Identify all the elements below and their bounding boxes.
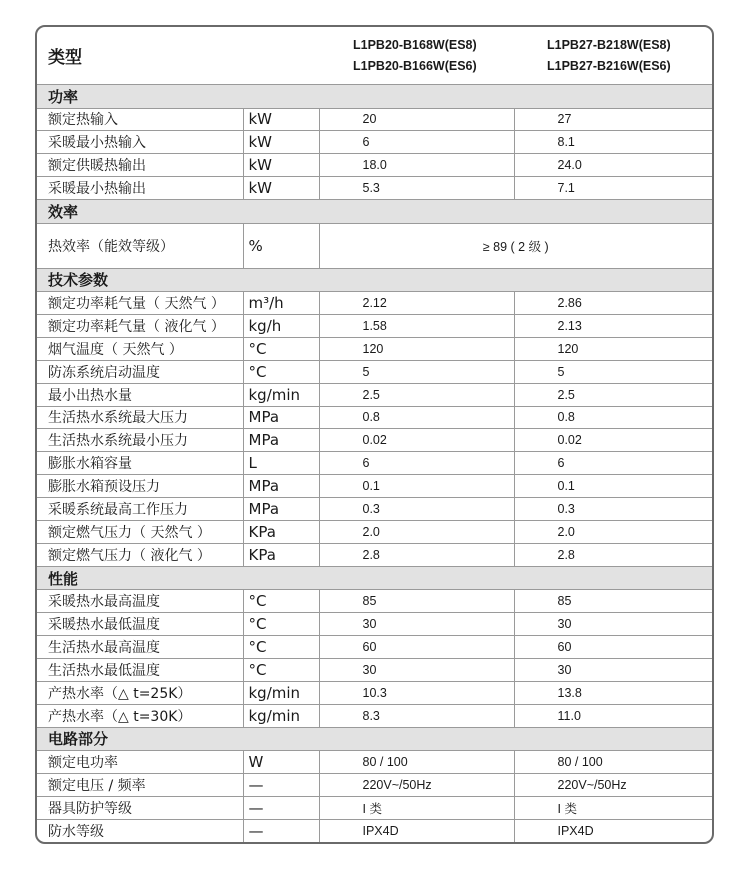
model-b-line-1: L1PB27-B218W(ES8) (547, 37, 671, 52)
param-name: 生活热水系统最小压力 (37, 429, 243, 452)
param-name: 采暖最小热输入 (37, 131, 243, 154)
param-unit: — (243, 773, 319, 796)
param-unit: kW (243, 177, 319, 200)
value-model-a: 10.3 (319, 681, 514, 704)
param-name: 采暖热水最高温度 (37, 590, 243, 613)
section-header (37, 566, 712, 590)
param-unit: — (243, 819, 319, 841)
value-model-a: 8.3 (319, 704, 514, 727)
value-model-a: 80 / 100 (319, 751, 514, 774)
value-model-a: 5 (319, 360, 514, 383)
value-model-b: 80 / 100 (514, 751, 712, 774)
param-unit: °C (243, 590, 319, 613)
value-model-a: 5.3 (319, 177, 514, 200)
value-model-a: 60 (319, 636, 514, 659)
param-name: 采暖系统最高工作压力 (37, 498, 243, 521)
value-model-b: 24.0 (514, 154, 712, 177)
table-row (37, 131, 712, 154)
param-name: 生活热水最高温度 (37, 636, 243, 659)
spec-table-frame (35, 25, 714, 844)
value-model-b: 0.1 (514, 475, 712, 498)
table-row (37, 520, 712, 543)
value-model-b: 2.5 (514, 383, 712, 406)
value-model-a: 30 (319, 658, 514, 681)
table-row (37, 154, 712, 177)
value-model-b: 27 (514, 108, 712, 131)
value-model-b: 2.13 (514, 314, 712, 337)
value-model-b: 120 (514, 337, 712, 360)
table-row (37, 704, 712, 727)
param-unit: kW (243, 154, 319, 177)
param-name: 膨胀水箱预设压力 (37, 475, 243, 498)
param-name: 额定燃气压力（ 液化气 ） (37, 543, 243, 566)
model-b-line-2: L1PB27-B216W(ES6) (547, 58, 671, 73)
value-model-a: 0.02 (319, 429, 514, 452)
value-model-a: I 类 (319, 796, 514, 819)
type-title: 类型 (37, 27, 319, 85)
value-model-b: 8.1 (514, 131, 712, 154)
spec-table (37, 27, 712, 842)
param-unit: % (243, 223, 319, 268)
section-title: 效率 (37, 200, 712, 224)
value-model-b: 2.8 (514, 543, 712, 566)
table-row (37, 406, 712, 429)
table-row (37, 314, 712, 337)
value-model-b: 0.8 (514, 406, 712, 429)
param-name: 热效率（能效等级） (37, 223, 243, 268)
value-model-b: I 类 (514, 796, 712, 819)
param-name: 额定功率耗气量（ 天然气 ） (37, 292, 243, 315)
value-model-a: 0.8 (319, 406, 514, 429)
table-row (37, 177, 712, 200)
section-title: 功率 (37, 85, 712, 109)
table-row (37, 773, 712, 796)
value-model-a: 85 (319, 590, 514, 613)
value-model-b: 30 (514, 658, 712, 681)
value-model-b: 0.3 (514, 498, 712, 521)
value-model-b: 220V~/50Hz (514, 773, 712, 796)
table-row (37, 223, 712, 268)
param-unit: W (243, 751, 319, 774)
value-model-a: 2.8 (319, 543, 514, 566)
value-model-a: 1.58 (319, 314, 514, 337)
table-row (37, 751, 712, 774)
model-b-header (514, 27, 712, 85)
table-row (37, 636, 712, 659)
param-unit: m³/h (243, 292, 319, 315)
param-unit: °C (243, 613, 319, 636)
value-model-b: 85 (514, 590, 712, 613)
param-name: 烟气温度（ 天然气 ） (37, 337, 243, 360)
param-unit: MPa (243, 498, 319, 521)
param-name: 额定热输入 (37, 108, 243, 131)
param-name: 产热水率（△ t=30K） (37, 704, 243, 727)
table-row (37, 108, 712, 131)
value-model-b: 30 (514, 613, 712, 636)
param-unit: — (243, 796, 319, 819)
value-model-b: 2.86 (514, 292, 712, 315)
param-unit: kW (243, 108, 319, 131)
param-unit: °C (243, 360, 319, 383)
param-unit: MPa (243, 475, 319, 498)
value-model-b: IPX4D (557, 823, 594, 838)
table-row (37, 360, 712, 383)
table-row (37, 796, 712, 819)
param-name: 产热水率（△ t=25K） (37, 681, 243, 704)
table-row (37, 590, 712, 613)
param-unit: L (243, 452, 319, 475)
param-name: 生活热水系统最大压力 (37, 406, 243, 429)
param-name: 额定燃气压力（ 天然气 ） (37, 520, 243, 543)
param-unit: KPa (243, 543, 319, 566)
value-model-b: 60 (514, 636, 712, 659)
model-a-line-2: L1PB20-B166W(ES6) (353, 58, 477, 73)
section-title: 技术参数 (37, 268, 712, 292)
value-model-b: 0.02 (514, 429, 712, 452)
value-model-a: 0.3 (319, 498, 514, 521)
param-name: 防水等级 (37, 819, 243, 841)
param-name: 额定电功率 (37, 751, 243, 774)
value-model-b: 2.0 (514, 520, 712, 543)
param-unit: kg/h (243, 314, 319, 337)
value-model-a: 18.0 (319, 154, 514, 177)
value-model-a: 2.5 (319, 383, 514, 406)
param-unit: kg/min (243, 383, 319, 406)
param-unit: °C (243, 337, 319, 360)
section-header (37, 200, 712, 224)
value-model-a: 6 (319, 131, 514, 154)
value-model-b: 5 (514, 360, 712, 383)
param-unit: KPa (243, 520, 319, 543)
value-model-a: IPX4D (319, 819, 514, 841)
model-a-line-1: L1PB20-B168W(ES8) (353, 37, 477, 52)
value-model-b: 6 (514, 452, 712, 475)
value-model-a: 120 (319, 337, 514, 360)
section-title: 性能 (37, 566, 712, 590)
table-row (37, 452, 712, 475)
param-unit: °C (243, 658, 319, 681)
table-row (37, 613, 712, 636)
param-name: 生活热水最低温度 (37, 658, 243, 681)
table-row (37, 658, 712, 681)
param-unit: °C (243, 636, 319, 659)
section-header (37, 85, 712, 109)
param-name: 防冻系统启动温度 (37, 360, 243, 383)
table-row (37, 292, 712, 315)
param-unit: kg/min (243, 681, 319, 704)
section-header (37, 268, 712, 292)
value-model-a: 30 (319, 613, 514, 636)
value-model-a: 2.0 (319, 520, 514, 543)
value-model-a: 2.12 (319, 292, 514, 315)
table-row (37, 498, 712, 521)
param-name: 额定电压 / 频率 (37, 773, 243, 796)
table-row (37, 543, 712, 566)
table-row (37, 681, 712, 704)
table-row (37, 819, 712, 841)
value-model-a: 20 (319, 108, 514, 131)
model-a-header (319, 27, 514, 85)
param-name: 膨胀水箱容量 (37, 452, 243, 475)
value-model-a: 6 (319, 452, 514, 475)
table-row (37, 475, 712, 498)
param-name: 额定供暖热输出 (37, 154, 243, 177)
param-name: 额定功率耗气量（ 液化气 ） (37, 314, 243, 337)
value-model-b: 11.0 (514, 704, 712, 727)
section-title: 电路部分 (37, 727, 712, 751)
table-row (37, 337, 712, 360)
param-unit: MPa (243, 429, 319, 452)
value-model-b: 13.8 (514, 681, 712, 704)
param-unit: MPa (243, 406, 319, 429)
value-model-a: 0.1 (319, 475, 514, 498)
param-unit: kg/min (243, 704, 319, 727)
table-row (37, 429, 712, 452)
param-name: 采暖热水最低温度 (37, 613, 243, 636)
param-name: 器具防护等级 (37, 796, 243, 819)
section-header (37, 727, 712, 751)
header-row (37, 27, 712, 85)
table-row (37, 383, 712, 406)
value-model-b: 7.1 (514, 177, 712, 200)
param-name: 采暖最小热输出 (37, 177, 243, 200)
param-name: 最小出热水量 (37, 383, 243, 406)
param-unit: kW (243, 131, 319, 154)
merged-value: ≥ 89 ( 2 级 ) (319, 223, 712, 268)
value-model-a: 220V~/50Hz (319, 773, 514, 796)
